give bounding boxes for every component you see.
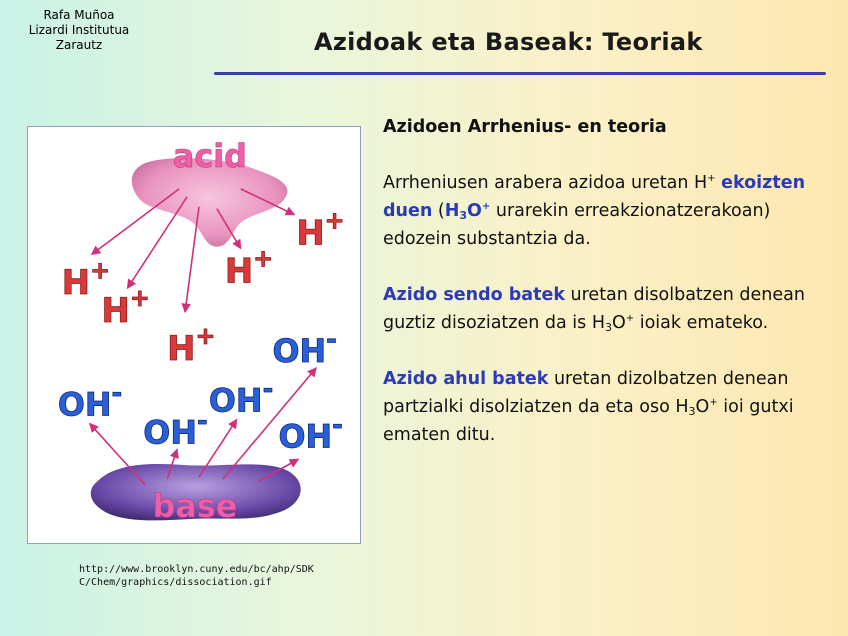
weak-acid-paragraph: Azido ahul batek uretan dizolbatzen denean partzialki disolziatzen da eta oso $H_3O^+$ ioi gutxi ematen ditu. bbox=[383, 369, 794, 445]
section-heading: Azidoen Arrhenius- en teoria bbox=[383, 117, 667, 137]
base-label: base bbox=[152, 487, 238, 525]
author-name: Rafa Muñoa bbox=[43, 8, 115, 22]
author-block bbox=[8, 8, 150, 53]
h-ion: H+ bbox=[101, 284, 150, 331]
h-ion: H+ bbox=[296, 206, 345, 253]
h-ion: H+ bbox=[167, 321, 216, 368]
acid-label: acid bbox=[172, 138, 247, 176]
dissociation-figure bbox=[27, 126, 361, 544]
image-source-caption: http://www.brooklyn.cuny.edu/bc/ahp/SDKC/Chem/graphics/dissociation.gif bbox=[79, 564, 314, 588]
oh-ion: OH- bbox=[278, 410, 343, 456]
oh-ion: OH- bbox=[57, 378, 123, 424]
oh-ion: OH- bbox=[208, 374, 274, 420]
h-ion: H+ bbox=[61, 256, 111, 303]
author-city: Zarautz bbox=[55, 38, 103, 52]
author-school: Lizardi Institutua bbox=[28, 23, 130, 37]
theory-text bbox=[383, 113, 823, 449]
title-divider bbox=[214, 72, 826, 75]
dissociation-illustration bbox=[28, 127, 360, 543]
slide-title: Azidoak eta Baseak: Teoriak bbox=[314, 28, 703, 56]
definition-paragraph: Arrheniusen arabera azidoa uretan H+ ekoizten duen ($H_3O^+$ urarekin erreakzionatzerakoan) edozein substantzia da. bbox=[383, 173, 806, 249]
oh-ion: OH- bbox=[143, 406, 208, 452]
h-ion: H+ bbox=[224, 244, 274, 291]
oh-ion: OH- bbox=[272, 324, 337, 370]
strong-acid-paragraph: Azido sendo batek uretan disolbatzen denean guztiz disoziatzen da is $H_3O^+$ ioiak emateko. bbox=[383, 285, 805, 334]
